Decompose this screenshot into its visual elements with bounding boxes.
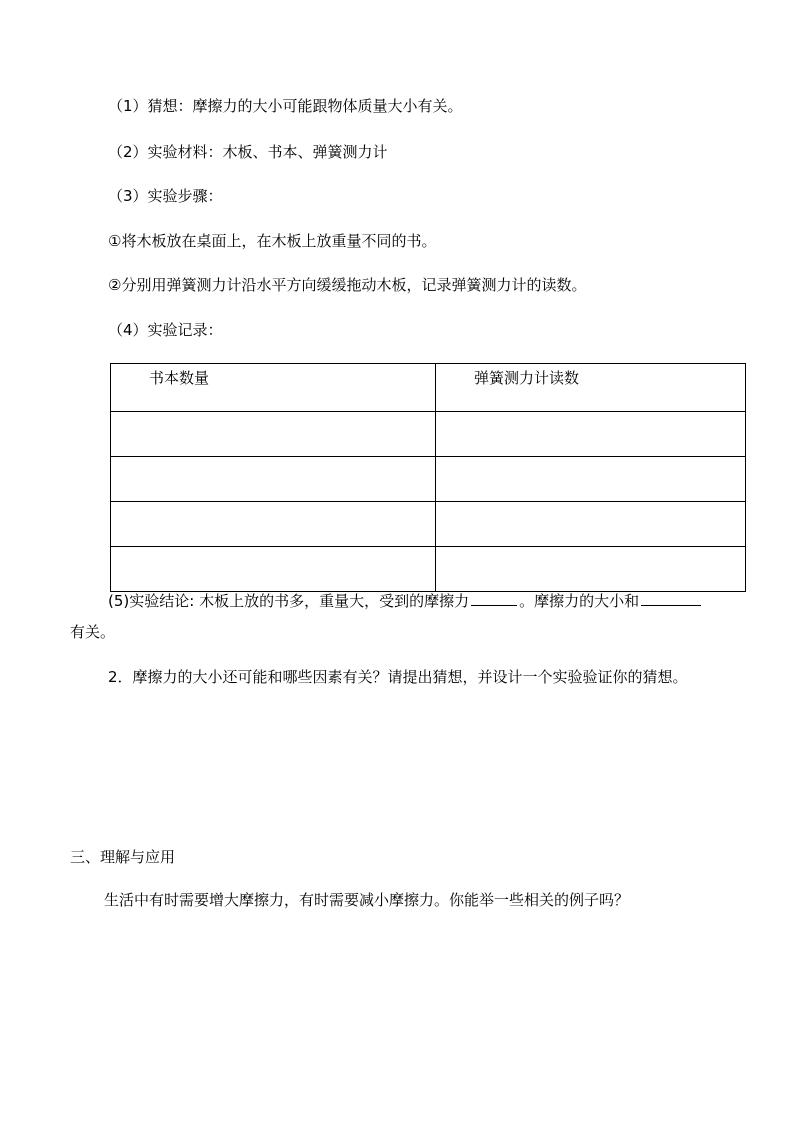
answer-blank-1[interactable] [471,591,517,606]
answer-blank-2[interactable] [641,591,701,606]
table-row [111,547,746,592]
table-cell[interactable] [111,457,436,502]
experiment-record-table [110,363,746,592]
table-cell[interactable] [436,502,746,547]
section-3-question: 生活中有时需要增大摩擦力，有时需要减小摩擦力。你能举一些相关的例子吗？ [104,891,630,909]
guess-text: （1）猜想：摩擦力的大小可能跟物体质量大小有关。 [108,97,463,115]
conclusion-text-3: 有关。 [70,623,116,641]
section-3-title: 三、理解与应用 [70,848,176,866]
step-2-text: ②分别用弹簧测力计沿水平方向缓缓拖动木板，记录弹簧测力计的读数。 [108,276,587,294]
conclusion-line [108,591,701,611]
table-cell[interactable] [111,547,436,592]
table-row [111,502,746,547]
table-row [111,457,746,502]
header-spring-reading: 弹簧测力计读数 [436,364,746,412]
materials-text: （2）实验材料：木板、书本、弹簧测力计 [108,143,388,161]
conclusion-text-1: (5)实验结论: 木板上放的书多，重量大，受到的摩擦力 [108,592,470,610]
table-cell[interactable] [111,502,436,547]
record-title: （4）实验记录： [108,321,223,339]
question-2: 2．摩擦力的大小还可能和哪些因素有关？请提出猜想，并设计一个实验验证你的猜想。 [108,668,688,686]
step-1-text: ①将木板放在桌面上，在木板上放重量不同的书。 [108,232,437,250]
table-cell[interactable] [436,412,746,457]
steps-title: （3）实验步骤： [108,187,223,205]
table-cell[interactable] [436,547,746,592]
table-cell[interactable] [436,457,746,502]
conclusion-text-2: 。摩擦力的大小和 [519,592,640,610]
table-cell[interactable] [111,412,436,457]
table-row [111,412,746,457]
header-book-count: 书本数量 [111,364,436,412]
table-header-row [111,364,746,412]
